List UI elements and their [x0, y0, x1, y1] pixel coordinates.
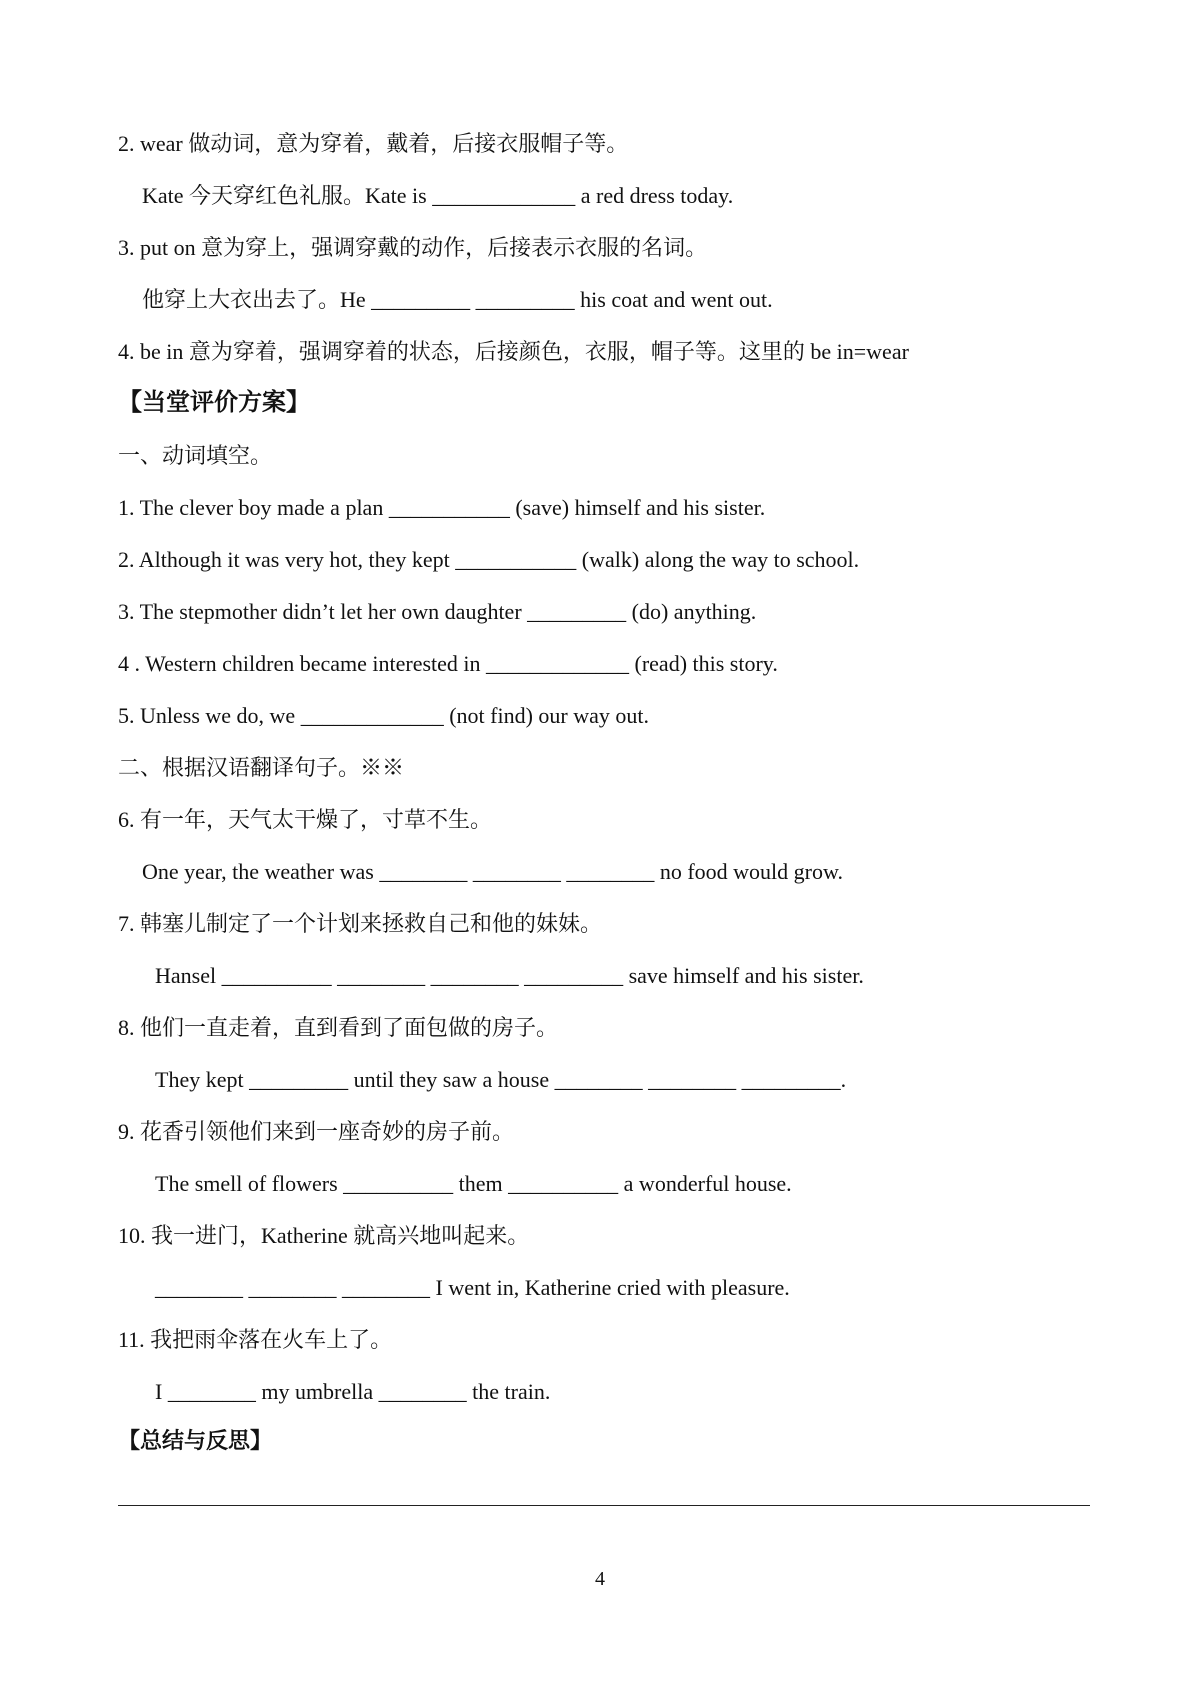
- translate-item-6-chinese: 6. 有一年，天气太干燥了，寸草不生。: [118, 807, 493, 832]
- verb-fill-item-1: 1. The clever boy made a plan ___________ (save) himself and his sister.: [118, 495, 766, 520]
- translate-item-9-english: The smell of flowers __________ them __________ a wonderful house.: [155, 1171, 792, 1196]
- verb-fill-item-3: 3. The stepmother didn’t let her own daughter _________ (do) anything.: [118, 599, 757, 624]
- reflection-answer-line: [118, 1505, 1090, 1506]
- translate-item-8-chinese: 8. 他们一直走着，直到看到了面包做的房子。: [118, 1015, 559, 1040]
- translate-item-11-english: I ________ my umbrella ________ the train.: [155, 1379, 551, 1404]
- translate-item-7-chinese: 7. 韩塞儿制定了一个计划来拯救自己和他的妹妹。: [118, 911, 603, 936]
- note-wear-example: Kate 今天穿红色礼服。Kate is _____________ a red dress today.: [142, 183, 734, 208]
- translate-item-7-english: Hansel __________ ________ ________ _________ save himself and his sister.: [155, 963, 864, 988]
- translate-item-8-english: They kept _________ until they saw a house ________ ________ _________.: [155, 1067, 847, 1092]
- translate-item-9-chinese: 9. 花香引领他们来到一座奇妙的房子前。: [118, 1119, 515, 1144]
- translate-item-10-english: ________ ________ ________ I went in, Katherine cried with pleasure.: [155, 1275, 790, 1300]
- assessment-heading: 【当堂评价方案】: [118, 388, 310, 416]
- note-put-on: 3. put on 意为穿上，强调穿戴的动作，后接表示衣服的名词。: [118, 235, 708, 260]
- translate-item-10-chinese: 10. 我一进门，Katherine 就高兴地叫起来。: [118, 1223, 530, 1248]
- verb-fill-item-5: 5. Unless we do, we _____________ (not find) our way out.: [118, 703, 649, 728]
- summary-heading: 【总结与反思】: [118, 1429, 273, 1454]
- translate-item-11-chinese: 11. 我把雨伞落在火车上了。: [118, 1327, 393, 1352]
- verb-fill-item-2: 2. Although it was very hot, they kept ___________ (walk) along the way to school.: [118, 547, 860, 572]
- translate-item-6-english: One year, the weather was ________ ________ ________ no food would grow.: [142, 859, 843, 884]
- section1-title: 一、动词填空。: [118, 443, 273, 468]
- page-number: 4: [595, 1568, 605, 1590]
- note-put-on-example: 他穿上大衣出去了。He _________ _________ his coat and went out.: [142, 287, 773, 312]
- note-wear: 2. wear 做动词，意为穿着，戴着，后接衣服帽子等。: [118, 131, 629, 156]
- verb-fill-item-4: 4 . Western children became interested in _____________ (read) this story.: [118, 651, 778, 676]
- section2-title: 二、根据汉语翻译句子。※※: [118, 755, 405, 780]
- note-be-in: 4. be in 意为穿着，强调穿着的状态，后接颜色，衣服，帽子等。这里的 be in=wear: [118, 339, 909, 364]
